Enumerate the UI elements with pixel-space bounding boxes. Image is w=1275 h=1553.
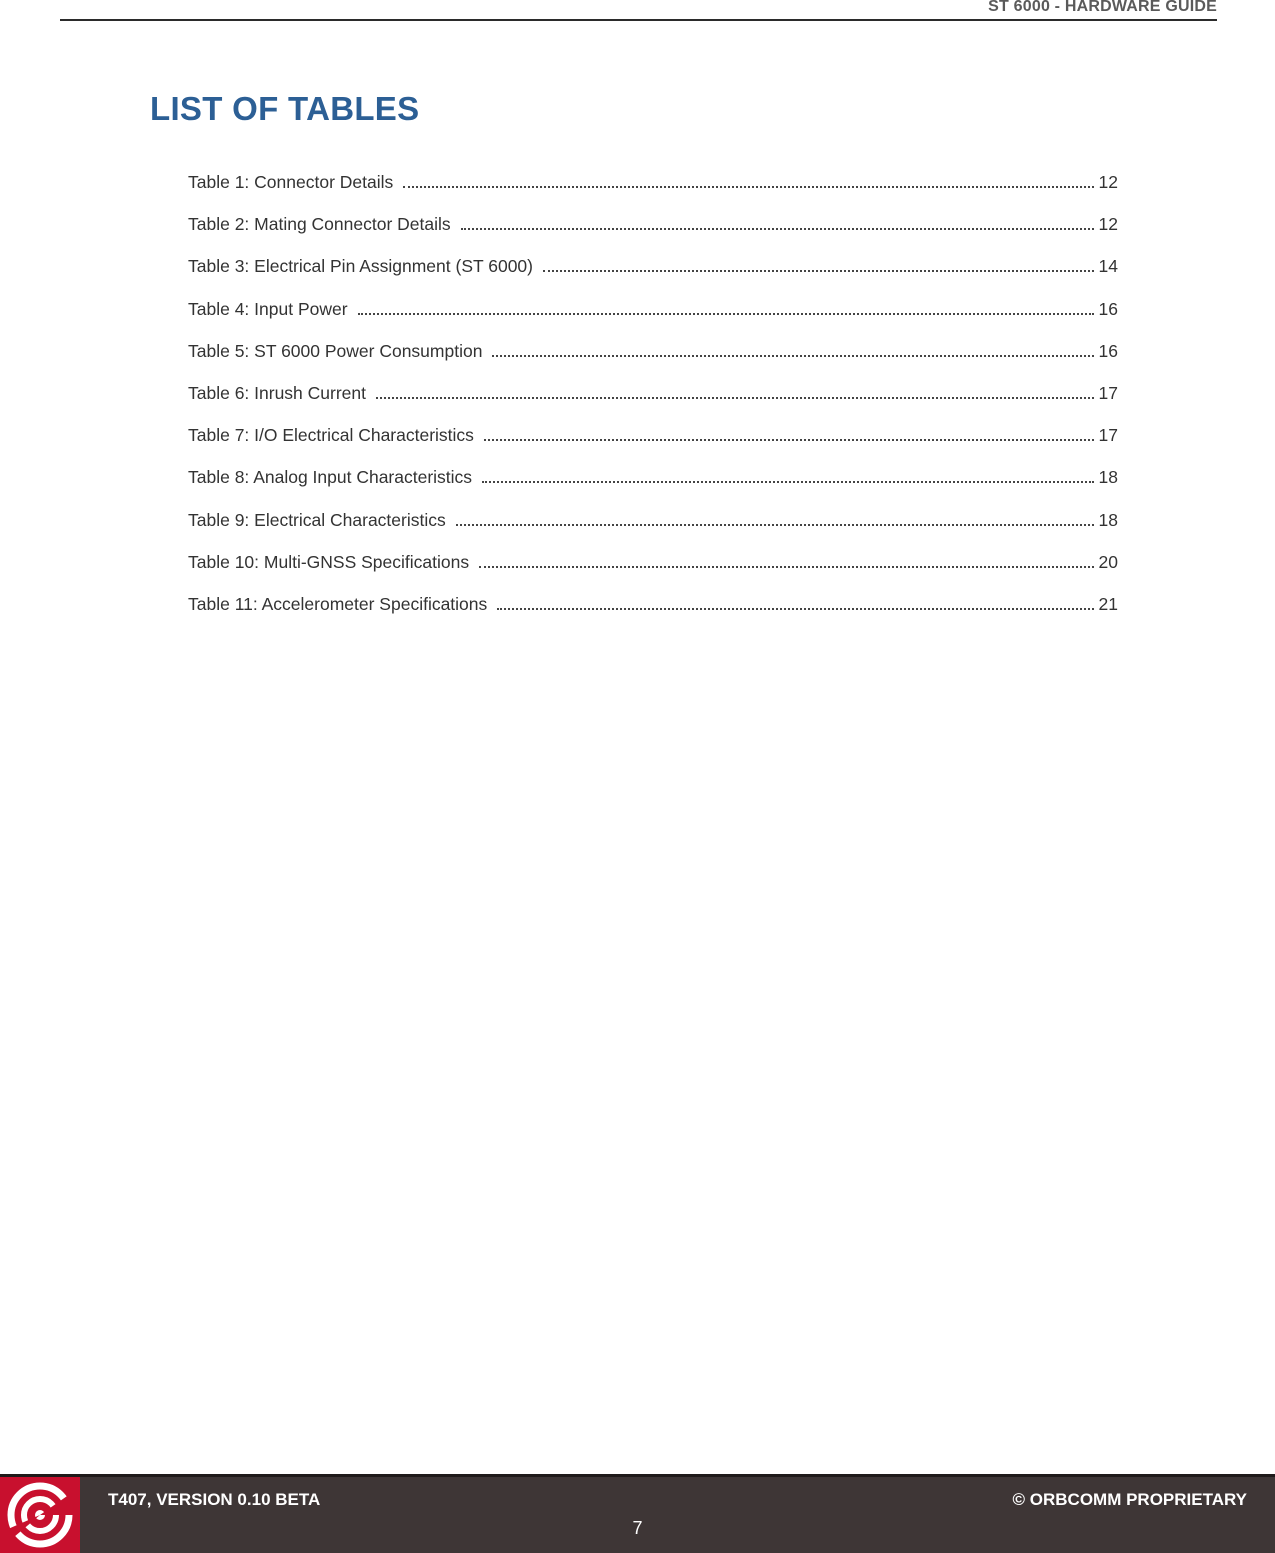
toc-entry-page[interactable]: 12 <box>1098 172 1118 192</box>
toc-entry[interactable] <box>188 594 1118 636</box>
orbcomm-logo-icon <box>0 1477 80 1553</box>
toc-entry-page[interactable]: 18 <box>1098 509 1118 530</box>
toc-entry[interactable] <box>188 214 1118 256</box>
table-of-contents <box>188 172 1118 636</box>
toc-entry[interactable] <box>188 552 1118 594</box>
dot-leader <box>484 439 1094 441</box>
toc-entry[interactable] <box>188 383 1118 425</box>
toc-entry[interactable] <box>188 172 1118 214</box>
toc-entry-page[interactable]: 14 <box>1098 256 1118 277</box>
toc-entry-label[interactable]: Table 6: Inrush Current <box>188 382 367 403</box>
toc-entry-label[interactable]: Table 8: Analog Input Characteristics <box>188 467 473 488</box>
dot-leader <box>461 228 1094 230</box>
toc-entry-label[interactable]: Table 2: Mating Connector Details <box>188 214 451 235</box>
toc-entry-label[interactable]: Table 11: Accelerometer Specifications <box>188 593 488 614</box>
toc-entry-page[interactable]: 17 <box>1098 425 1118 446</box>
dot-leader <box>479 566 1094 568</box>
toc-entry-page[interactable]: 16 <box>1098 340 1118 361</box>
toc-entry-label[interactable]: Table 9: Electrical Characteristics <box>188 509 446 530</box>
footer-page-number: 7 <box>632 1518 643 1538</box>
dot-leader <box>403 186 1094 188</box>
toc-entry-page[interactable]: 20 <box>1098 551 1118 572</box>
toc-entry-label[interactable]: Table 1: Connector Details <box>188 172 394 192</box>
dot-leader <box>376 397 1094 399</box>
toc-entry-label[interactable]: Table 3: Electrical Pin Assignment (ST 6000) <box>188 256 533 277</box>
toc-entry-page[interactable]: 18 <box>1098 467 1118 488</box>
toc-entry[interactable] <box>188 341 1118 383</box>
dot-leader <box>358 313 1094 315</box>
toc-entry[interactable] <box>188 256 1118 298</box>
page-footer <box>0 1474 1275 1553</box>
toc-entry-label[interactable]: Table 4: Input Power <box>188 298 348 319</box>
toc-entry-page[interactable]: 17 <box>1098 382 1118 403</box>
dot-leader <box>456 524 1094 526</box>
dot-leader <box>492 355 1094 357</box>
toc-entry-page[interactable]: 21 <box>1098 593 1118 614</box>
toc-entry-page[interactable]: 16 <box>1098 298 1118 319</box>
toc-entry-label[interactable]: Table 10: Multi-GNSS Specifications <box>188 551 470 572</box>
toc-entry[interactable] <box>188 425 1118 467</box>
toc-entry[interactable] <box>188 510 1118 552</box>
toc-entry[interactable] <box>188 299 1118 341</box>
toc-entry-label[interactable]: Table 7: I/O Electrical Characteristics <box>188 425 474 446</box>
footer-document-id: T407, VERSION 0.10 BETA <box>108 1490 321 1509</box>
dot-leader <box>543 270 1094 272</box>
page-title: LIST OF TABLES <box>150 90 420 127</box>
document-title: ST 6000 - HARDWARE GUIDE <box>988 0 1217 15</box>
running-header <box>60 0 1217 21</box>
toc-entry-label[interactable]: Table 5: ST 6000 Power Consumption <box>188 340 483 361</box>
toc-entry-page[interactable]: 12 <box>1098 214 1118 235</box>
dot-leader <box>482 481 1094 483</box>
dot-leader <box>497 608 1094 610</box>
footer-logo <box>0 1477 80 1553</box>
footer-proprietary-notice: © ORBCOMM PROPRIETARY <box>1012 1490 1247 1509</box>
toc-entry[interactable] <box>188 467 1118 509</box>
